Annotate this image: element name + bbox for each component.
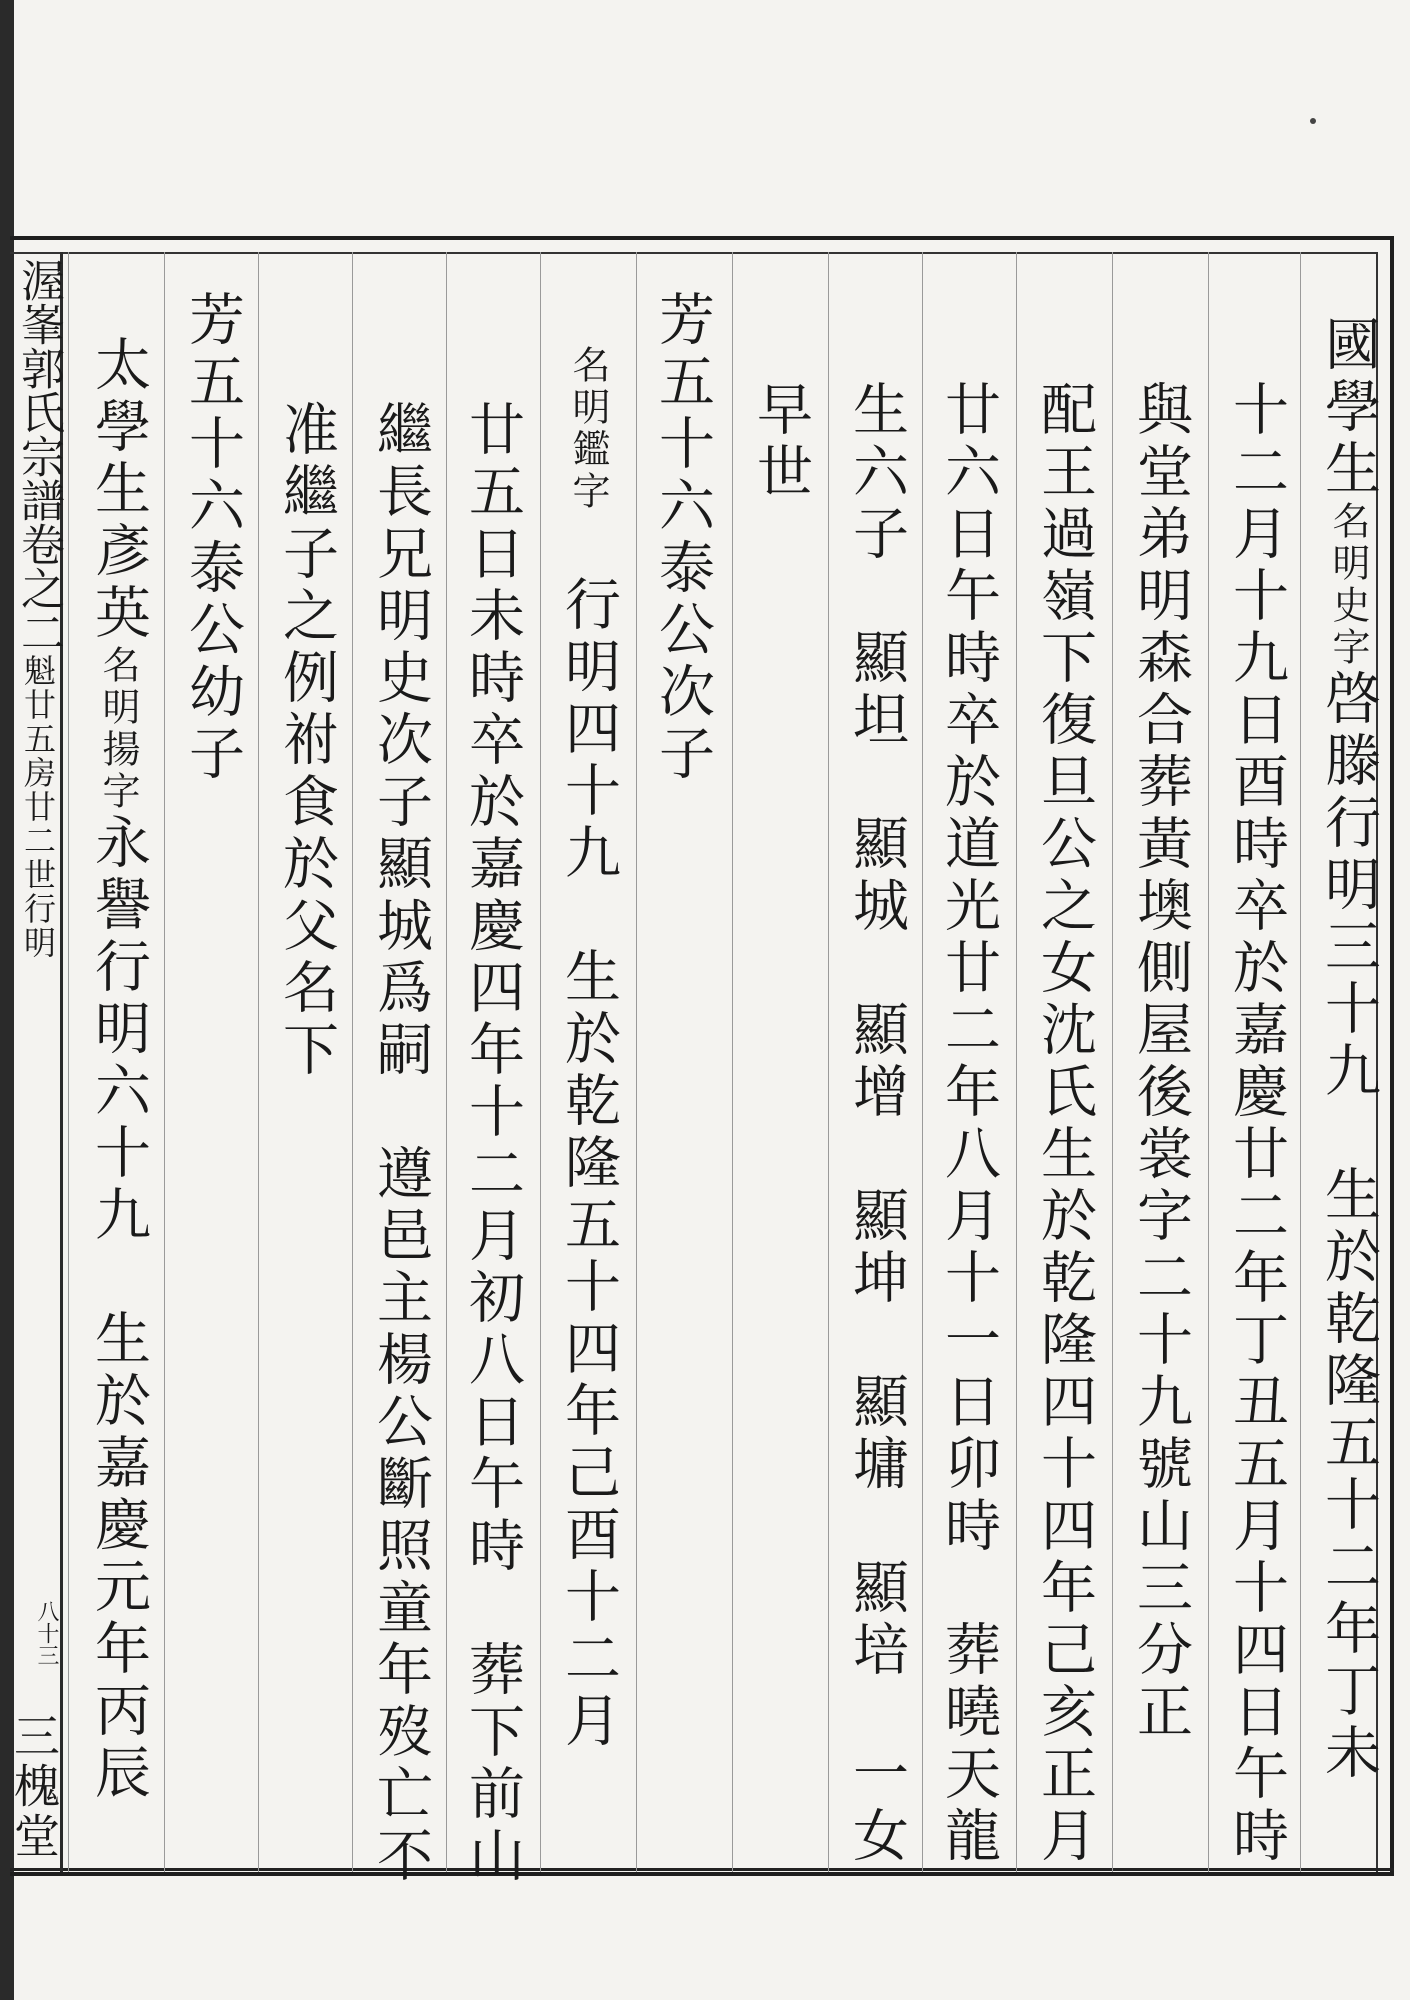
branch-label: 魁廿五房廿二世行明 <box>19 654 57 960</box>
volume-label: 卷之二 <box>13 522 64 654</box>
column-rule <box>1016 252 1017 1872</box>
text-column <box>180 290 244 786</box>
bottom-border <box>10 1868 1394 1871</box>
column-text: 准繼子之例祔食於父名下 <box>274 400 339 1082</box>
column-text: 太學生彥英 <box>86 335 151 645</box>
text-column <box>460 400 524 1888</box>
text-column <box>1316 315 1380 1785</box>
page-number: 八十三 <box>34 1600 59 1666</box>
column-text: 啓滕行明三十九 生於乾隆五十二年丁未 <box>1316 669 1381 1785</box>
column-text: 與堂弟明森合葬黃墺側屋後裳字二十九號山三分正 <box>1128 380 1193 1744</box>
column-text: 繼長兄明史次子顯城爲嗣 遵邑主楊公斷照童年歿亡不 <box>368 400 433 1888</box>
column-rule <box>828 252 829 1872</box>
column-rule <box>540 252 541 1872</box>
column-text: 永譽行明六十九 生於嘉慶元年丙辰 <box>86 813 151 1805</box>
column-rule <box>164 252 165 1872</box>
text-column <box>1032 380 1096 1868</box>
column-text: 行明四十九 生於乾隆五十四年己酉十二月 <box>556 513 621 1753</box>
column-rule <box>732 252 733 1872</box>
text-column <box>650 290 714 786</box>
column-rule <box>922 252 923 1872</box>
ink-spot <box>1310 118 1316 124</box>
column-text: 配王過嶺下復旦公之女沈氏生於乾隆四十四年己亥正月 <box>1032 380 1097 1868</box>
text-column <box>748 380 812 504</box>
column-text: 十二月十九日酉時卒於嘉慶廿二年丁丑五月十四日午時 <box>1224 380 1289 1868</box>
text-column <box>274 400 338 1082</box>
text-column <box>936 380 1000 1868</box>
margin-title <box>8 258 64 1862</box>
column-text: 芳五十六泰公次子 <box>650 290 715 786</box>
book-title: 渥峯郭氏宗譜 <box>13 258 64 522</box>
name-annotation: 名明揚字 <box>96 645 140 813</box>
column-text: 早世 <box>748 380 813 504</box>
name-annotation: 名明鑑字 <box>566 345 610 513</box>
text-column <box>86 335 150 1805</box>
name-annotation: 名明史字 <box>1326 501 1370 669</box>
text-column <box>844 380 908 1868</box>
column-rule <box>68 252 69 1872</box>
column-rule <box>1112 252 1113 1872</box>
text-column <box>368 400 432 1888</box>
column-rule <box>446 252 447 1872</box>
column-text: 廿五日未時卒於嘉慶四年十二月初八日午時 葬下前山 <box>460 400 525 1888</box>
column-text: 生六子 顯坦 顯城 顯增 顯坤 顯墉 顯培 一女 <box>844 380 909 1868</box>
text-column <box>1224 380 1288 1868</box>
column-text: 廿六日午時卒於道光廿二年八月十一日卯時 葬曉天龍 <box>936 380 1001 1868</box>
column-rule <box>636 252 637 1872</box>
text-column <box>556 345 620 1753</box>
column-rule <box>258 252 259 1872</box>
column-rule <box>352 252 353 1872</box>
column-text: 芳五十六泰公幼子 <box>180 290 245 786</box>
column-text: 國學生 <box>1316 315 1381 501</box>
hall-name: 三槐堂 <box>7 1712 61 1862</box>
column-rule <box>1300 252 1301 1872</box>
column-rule <box>1208 252 1209 1872</box>
text-column <box>1128 380 1192 1744</box>
